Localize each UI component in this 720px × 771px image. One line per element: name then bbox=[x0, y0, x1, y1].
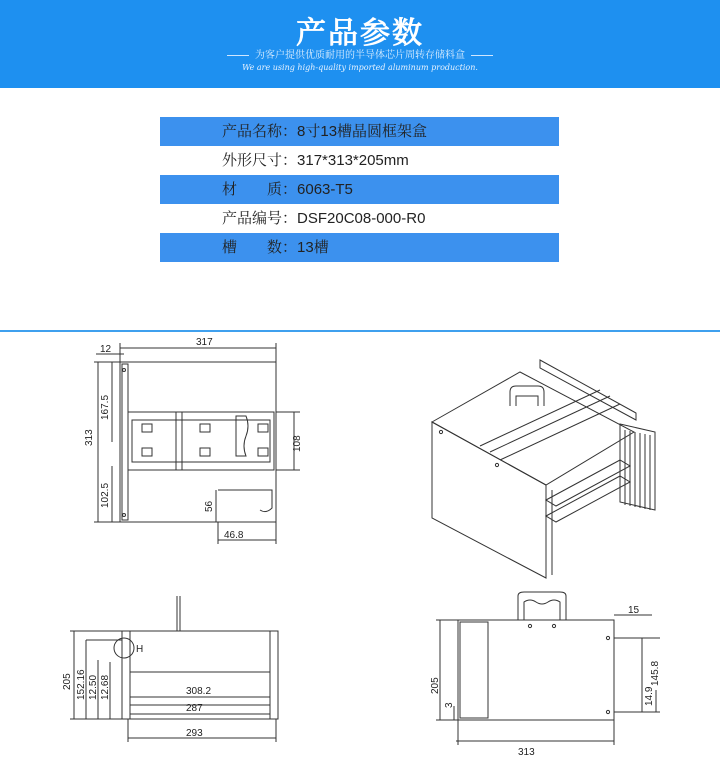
dim-12: 12 bbox=[100, 344, 112, 355]
spec-row bbox=[160, 146, 559, 175]
dim-145-8: 145.8 bbox=[650, 660, 661, 686]
dim-56: 56 bbox=[204, 500, 215, 512]
header-banner bbox=[0, 0, 720, 88]
detail-h-label: H bbox=[136, 644, 144, 655]
top-view-drawing bbox=[120, 362, 276, 522]
dim-313-side: 313 bbox=[518, 747, 535, 758]
dim-108: 108 bbox=[292, 435, 303, 452]
dim-205-side: 205 bbox=[430, 677, 441, 694]
dim-46-8: 46.8 bbox=[224, 530, 244, 541]
dim-317: 317 bbox=[196, 337, 213, 348]
dim-152-16: 152.16 bbox=[76, 669, 87, 700]
dim-12-68: 12.68 bbox=[100, 674, 111, 700]
spec-row bbox=[160, 204, 559, 233]
dim-15: 15 bbox=[628, 605, 640, 616]
banner-subtitle-text: 为客户提供优质耐用的半导体芯片周转存储料盒 bbox=[255, 50, 465, 61]
spec-label: 外形尺寸： bbox=[222, 151, 298, 169]
subtitle-rule-left bbox=[227, 55, 249, 56]
spec-row bbox=[160, 117, 559, 146]
spec-value: 8寸13槽晶圆框架盒 bbox=[297, 123, 428, 140]
dim-102-5: 102.5 bbox=[100, 482, 111, 508]
dim-313: 313 bbox=[84, 429, 95, 446]
dim-308-2: 308.2 bbox=[186, 686, 212, 697]
spec-value: 6063-T5 bbox=[297, 181, 353, 198]
dim-14-9: 14.9 bbox=[644, 686, 655, 706]
dim-293: 293 bbox=[186, 728, 203, 739]
dim-3: 3 bbox=[444, 702, 455, 708]
dim-205-front: 205 bbox=[62, 673, 73, 690]
technical-drawings bbox=[0, 332, 720, 771]
spec-label: 材 质： bbox=[222, 180, 298, 198]
front-view-drawing bbox=[114, 596, 278, 719]
side-view-drawing bbox=[458, 592, 614, 720]
isometric-view-drawing bbox=[432, 360, 655, 578]
dim-287: 287 bbox=[186, 703, 203, 714]
spec-label: 产品编号： bbox=[222, 209, 298, 227]
spec-label: 槽 数： bbox=[222, 238, 298, 256]
spec-row bbox=[160, 233, 559, 262]
spec-label: 产品名称： bbox=[222, 122, 298, 140]
spec-value: 317*313*205mm bbox=[297, 152, 409, 169]
spec-table bbox=[160, 117, 559, 262]
dim-12-50: 12.50 bbox=[88, 674, 99, 700]
banner-subtitle bbox=[0, 46, 720, 61]
dim-167-5: 167.5 bbox=[100, 394, 111, 420]
spec-row bbox=[160, 175, 559, 204]
banner-english: We are using high-quality imported aluminum production. bbox=[242, 63, 478, 72]
subtitle-rule-right bbox=[471, 55, 493, 56]
banner-title: 产品参数 bbox=[296, 16, 424, 51]
spec-value: DSF20C08-000-R0 bbox=[297, 210, 426, 227]
spec-value: 13槽 bbox=[297, 239, 329, 256]
